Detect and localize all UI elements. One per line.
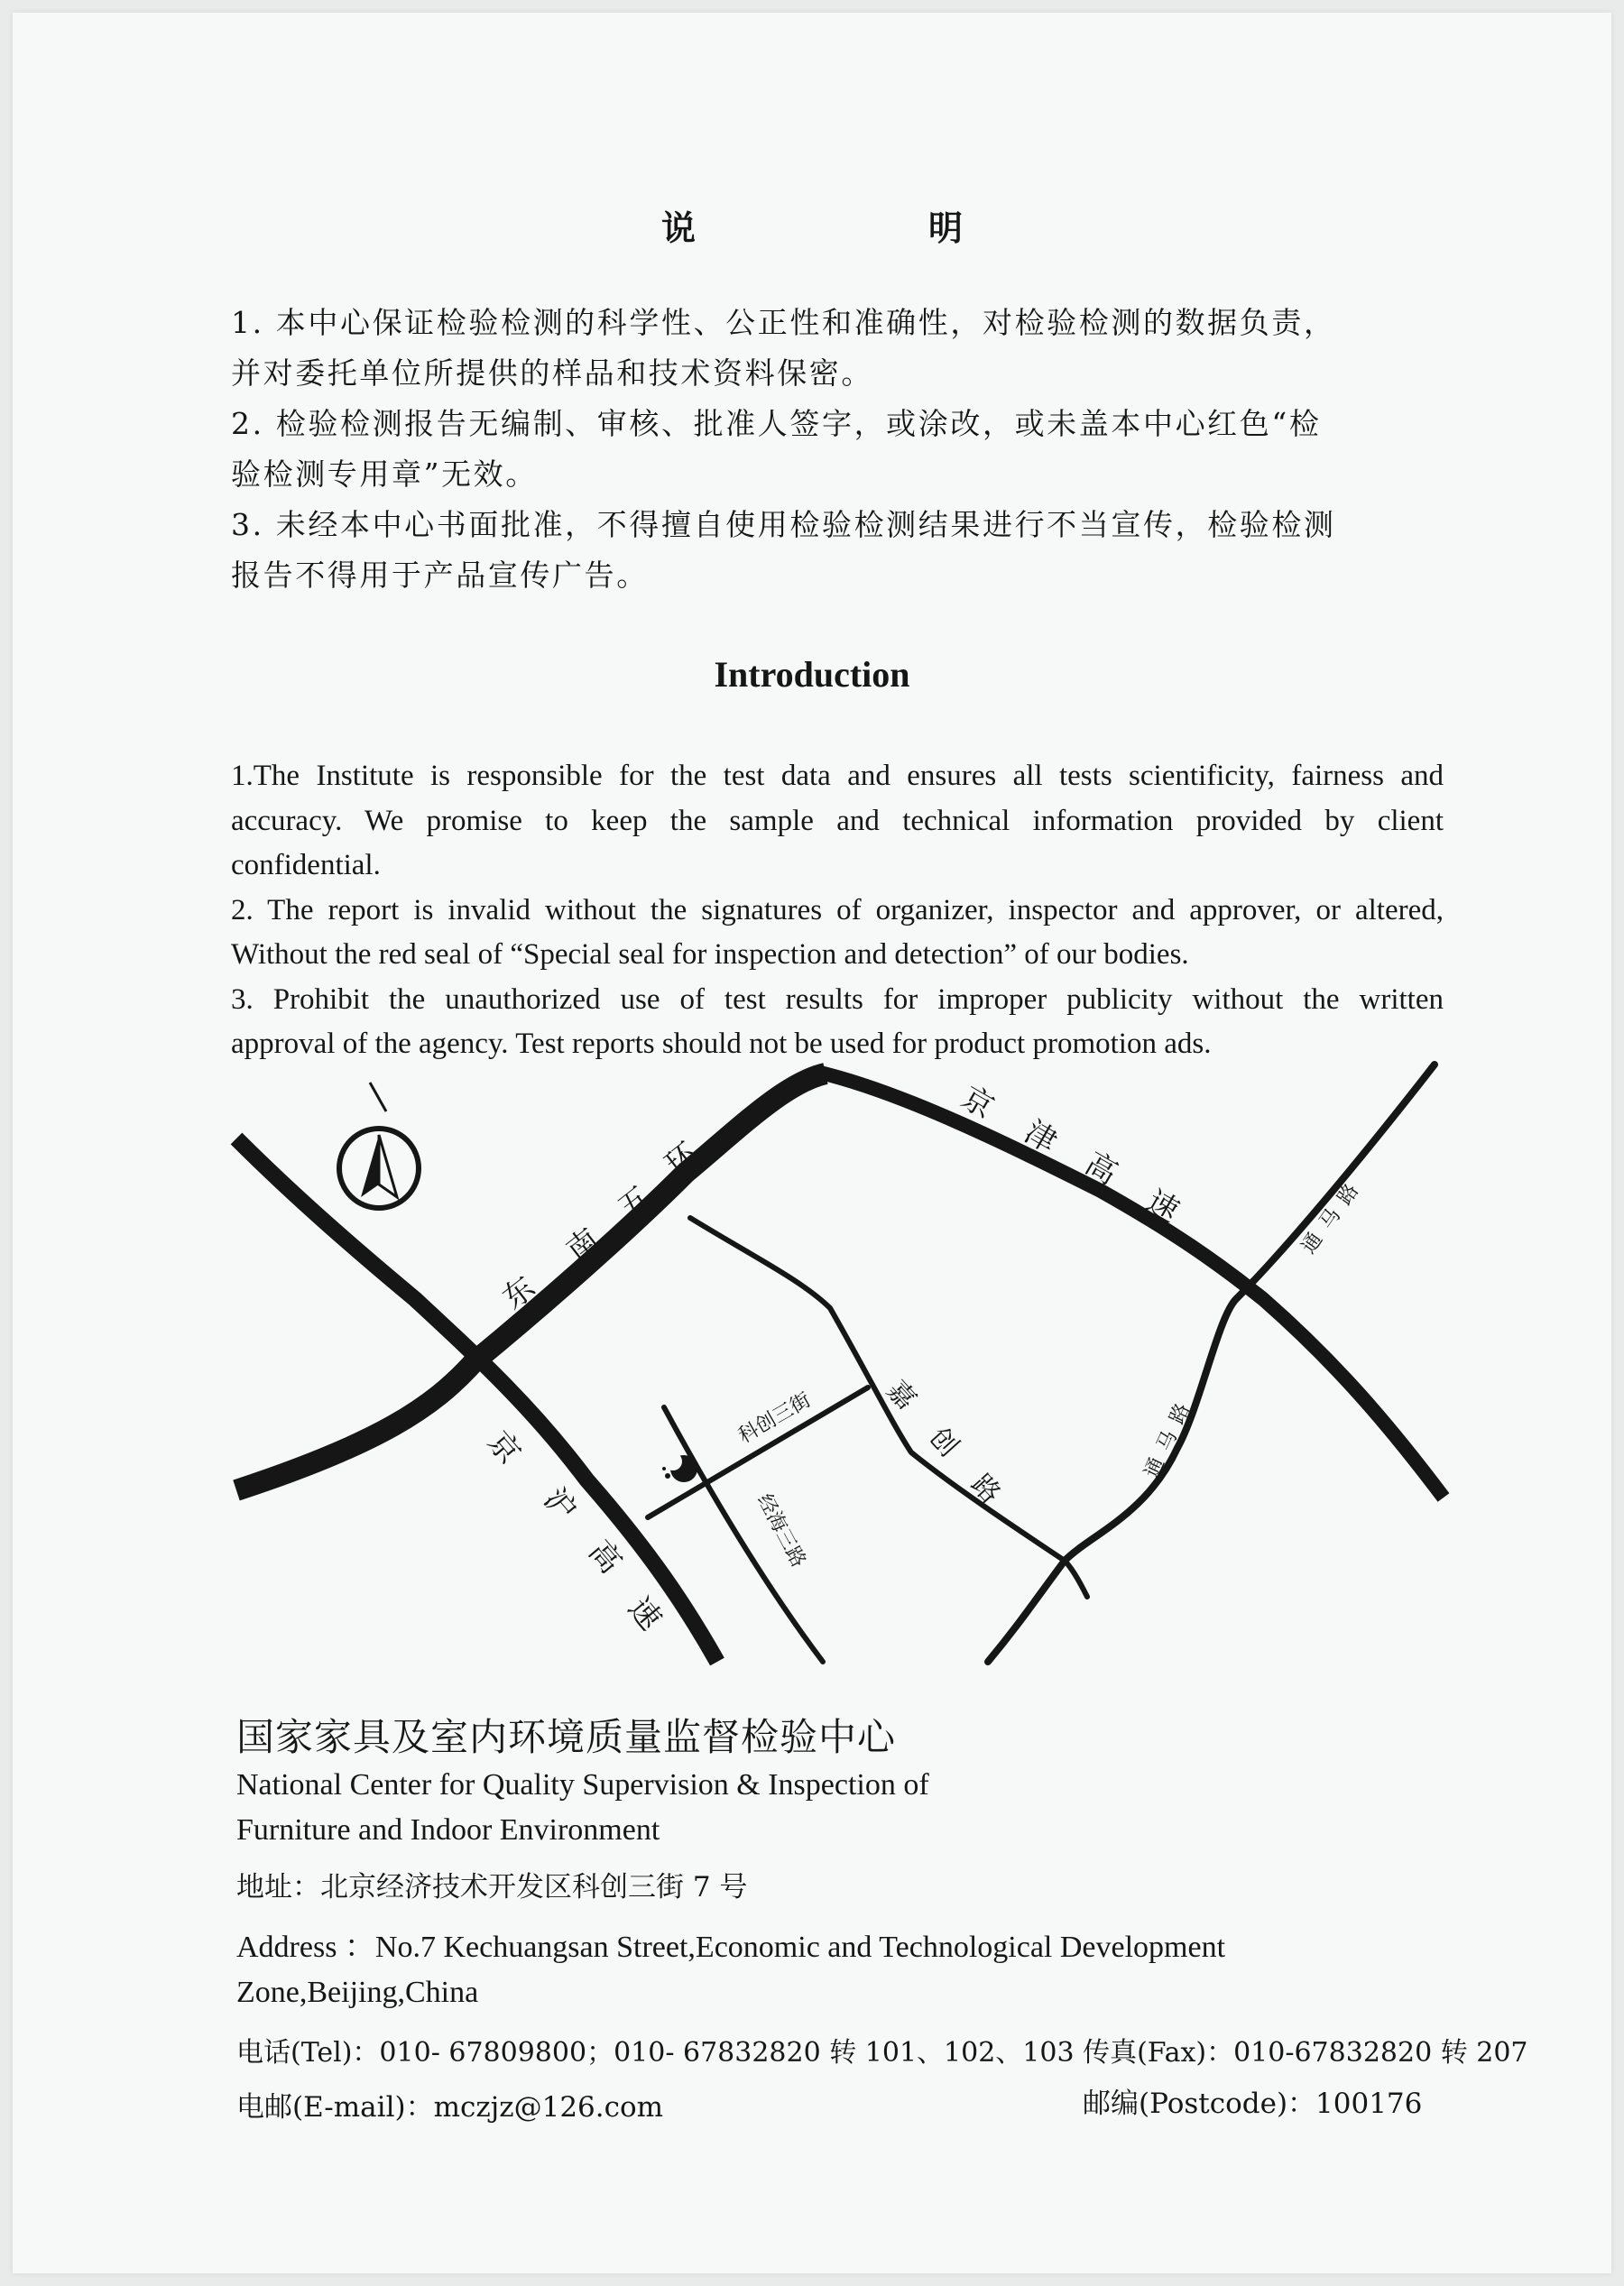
cn-note-line: 3. 未经本中心书面批准，不得擅自使用检验检测结果进行不当宣传，检验检测 [231, 507, 1336, 542]
address-cn: 地址：北京经济技术开发区科创三街 7 号 [236, 1871, 748, 1903]
road-label: 经海三路 [752, 1490, 810, 1572]
en-note-line: 3. Prohibit the unauthorized use of test results for improper publicity without the written [231, 982, 1444, 1016]
road-label: 津 [1018, 1113, 1064, 1161]
road-label: 环 [658, 1136, 705, 1184]
road-jiachuang [690, 1218, 1087, 1597]
cn-note-line: 并对委托单位所提供的样品和技术资料保密。 [231, 355, 873, 391]
road-label: 路 [1333, 1180, 1364, 1210]
organization-name-cn: 国家家具及室内环境质量监督检验中心 [236, 1715, 897, 1759]
road-tongma [988, 1065, 1435, 1662]
road-label: 高 [1078, 1145, 1124, 1193]
road-label: 马 [1153, 1426, 1183, 1455]
postcode: 邮编(Postcode)：100176 [1083, 2088, 1423, 2120]
en-note-line: confidential. [231, 849, 381, 881]
email: 电邮(E-mail)：mczjz@126.com [236, 2091, 664, 2124]
address-en: Address ：No.7 Kechuangsan Street,Economic and Technological Development [236, 1931, 1226, 1964]
road-label: 速 [621, 1590, 669, 1637]
road-label: 高 [581, 1534, 629, 1581]
road-label: 马 [1315, 1204, 1346, 1234]
location-map [226, 1055, 1453, 1669]
en-note-line: 1.The Institute is responsible for the test data and ensures all tests scientificity, fairness and [231, 760, 1444, 792]
en-note-line: 2. The report is invalid without the signatures of organizer, inspector and approver, or altered, [231, 893, 1444, 926]
road-label: 京 [955, 1079, 1001, 1127]
road-label: 通 [1297, 1229, 1328, 1258]
en-note-line: approval of the agency. Test reports should not be used for product promotion ads. [231, 1028, 1212, 1060]
road-label: 嘉创路 [880, 1374, 1031, 1537]
cn-notes [231, 298, 1449, 601]
road-label: 五 [611, 1179, 658, 1227]
en-section-title: Introduction [714, 654, 910, 695]
road-label: 科创三街 [734, 1388, 816, 1449]
address-en-2: Zone,Beijing,China [236, 1976, 479, 2009]
en-note-line: Without the red seal of “Special seal for inspection and detection” of our bodies. [231, 938, 1189, 971]
cn-section-title: 说 明 [660, 207, 1062, 248]
road-label: 速 [1140, 1183, 1186, 1231]
road-jingjin [817, 1072, 1444, 1498]
road-label: 南 [559, 1221, 606, 1269]
road-label: 东 [495, 1269, 542, 1317]
north-arrow-icon [339, 1083, 419, 1208]
road-label: 京 [480, 1424, 528, 1471]
en-notes [231, 754, 1444, 1067]
road-label: 通 [1140, 1453, 1170, 1482]
organization-name-en: National Center for Quality Supervision & Inspection of [236, 1768, 929, 1802]
cn-note-line: 1. 本中心保证检验检测的科学性、公正性和准确性，对检验检测的数据负责， [231, 305, 1336, 340]
road-label: 沪 [536, 1481, 584, 1528]
cn-note-line: 报告不得用于产品宣传广告。 [231, 558, 649, 593]
cn-note-line: 2. 检验检测报告无编制、审核、批准人签字，或涂改，或未盖本中心红色“检 [231, 406, 1322, 441]
road-label: 路 [1166, 1399, 1195, 1428]
phone-fax: 电话(Tel)：010- 67809800；010- 67832820 转 101、102、103 传真(Fax)：010-67832820 转 207 [236, 2037, 1528, 2069]
cn-note-line: 验检测专用章”无效。 [231, 456, 538, 492]
en-note-line: accuracy. We promise to keep the sample and technical information provided by client [231, 804, 1444, 837]
organization-name-en-2: Furniture and Indoor Environment [236, 1813, 660, 1847]
